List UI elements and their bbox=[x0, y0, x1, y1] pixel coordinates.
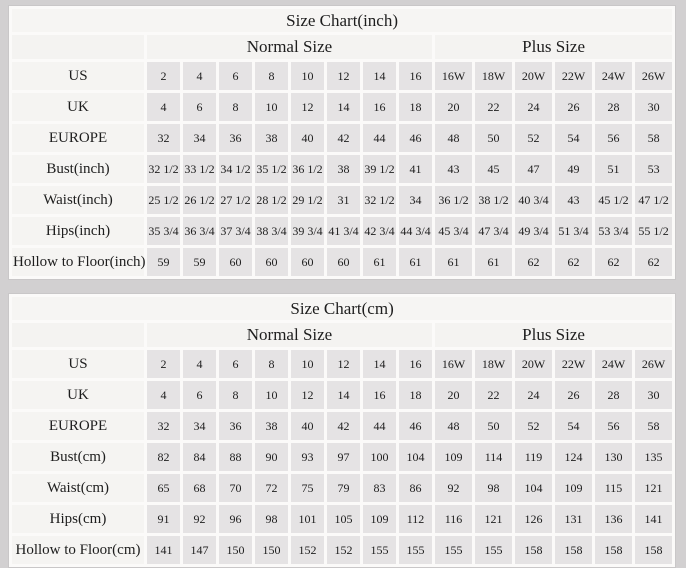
size-value-cell: 28 1/2 bbox=[255, 186, 288, 214]
row-label: Waist(cm) bbox=[12, 474, 144, 502]
size-value-cell: 38 3/4 bbox=[255, 217, 288, 245]
table-row bbox=[12, 62, 672, 90]
size-value-cell: 37 3/4 bbox=[219, 217, 252, 245]
size-value-cell: 44 bbox=[363, 124, 396, 152]
size-value-cell: 8 bbox=[219, 381, 252, 409]
size-value-cell: 41 bbox=[399, 155, 432, 183]
size-value-cell: 4 bbox=[147, 381, 180, 409]
size-value-cell: 56 bbox=[595, 412, 632, 440]
size-value-cell: 52 bbox=[515, 412, 552, 440]
row-label: US bbox=[12, 62, 144, 90]
size-value-cell: 24 bbox=[515, 93, 552, 121]
size-value-cell: 60 bbox=[327, 248, 360, 276]
size-value-cell: 53 bbox=[635, 155, 672, 183]
size-value-cell: 36 bbox=[219, 412, 252, 440]
size-value-cell: 116 bbox=[435, 505, 472, 533]
size-value-cell: 100 bbox=[363, 443, 396, 471]
size-value-cell: 55 1/2 bbox=[635, 217, 672, 245]
size-value-cell: 93 bbox=[291, 443, 324, 471]
size-value-cell: 8 bbox=[255, 62, 288, 90]
size-value-cell: 32 1/2 bbox=[363, 186, 396, 214]
size-value-cell: 126 bbox=[515, 505, 552, 533]
size-value-cell: 54 bbox=[555, 124, 592, 152]
table-title-row bbox=[12, 9, 672, 32]
size-value-cell: 105 bbox=[327, 505, 360, 533]
size-value-cell: 101 bbox=[291, 505, 324, 533]
size-value-cell: 45 bbox=[475, 155, 512, 183]
size-value-cell: 26 1/2 bbox=[183, 186, 216, 214]
size-value-cell: 42 3/4 bbox=[363, 217, 396, 245]
size-value-cell: 26 bbox=[555, 93, 592, 121]
size-value-cell: 104 bbox=[399, 443, 432, 471]
size-value-cell: 131 bbox=[555, 505, 592, 533]
size-value-cell: 158 bbox=[555, 536, 592, 564]
size-value-cell: 136 bbox=[595, 505, 632, 533]
size-value-cell: 34 bbox=[399, 186, 432, 214]
size-value-cell: 40 bbox=[291, 412, 324, 440]
size-value-cell: 158 bbox=[595, 536, 632, 564]
column-group-header-row bbox=[12, 35, 672, 59]
table-row bbox=[12, 93, 672, 121]
table-title: Size Chart(inch) bbox=[12, 9, 672, 32]
size-value-cell: 75 bbox=[291, 474, 324, 502]
size-value-cell: 4 bbox=[147, 93, 180, 121]
row-label: EUROPE bbox=[12, 124, 144, 152]
size-value-cell: 46 bbox=[399, 412, 432, 440]
size-value-cell: 61 bbox=[363, 248, 396, 276]
table-row bbox=[12, 474, 672, 502]
size-value-cell: 112 bbox=[399, 505, 432, 533]
size-value-cell: 150 bbox=[255, 536, 288, 564]
size-value-cell: 51 3/4 bbox=[555, 217, 592, 245]
size-value-cell: 18W bbox=[475, 62, 512, 90]
size-value-cell: 44 bbox=[363, 412, 396, 440]
size-value-cell: 6 bbox=[183, 381, 216, 409]
size-value-cell: 56 bbox=[595, 124, 632, 152]
size-value-cell: 35 1/2 bbox=[255, 155, 288, 183]
size-value-cell: 12 bbox=[327, 350, 360, 378]
size-value-cell: 48 bbox=[435, 412, 472, 440]
size-value-cell: 38 bbox=[255, 124, 288, 152]
row-label: Bust(cm) bbox=[12, 443, 144, 471]
size-value-cell: 52 bbox=[515, 124, 552, 152]
size-value-cell: 91 bbox=[147, 505, 180, 533]
table-row bbox=[12, 536, 672, 564]
size-value-cell: 155 bbox=[475, 536, 512, 564]
size-value-cell: 59 bbox=[183, 248, 216, 276]
size-value-cell: 2 bbox=[147, 62, 180, 90]
size-value-cell: 58 bbox=[635, 412, 672, 440]
table-row bbox=[12, 412, 672, 440]
size-value-cell: 49 3/4 bbox=[515, 217, 552, 245]
size-value-cell: 60 bbox=[255, 248, 288, 276]
size-value-cell: 20 bbox=[435, 381, 472, 409]
size-value-cell: 155 bbox=[363, 536, 396, 564]
size-value-cell: 25 1/2 bbox=[147, 186, 180, 214]
size-value-cell: 14 bbox=[327, 381, 360, 409]
size-value-cell: 36 1/2 bbox=[291, 155, 324, 183]
size-value-cell: 46 bbox=[399, 124, 432, 152]
size-value-cell: 41 3/4 bbox=[327, 217, 360, 245]
size-chart-table-inch bbox=[8, 5, 676, 280]
corner-cell bbox=[12, 323, 144, 347]
size-value-cell: 98 bbox=[255, 505, 288, 533]
size-value-cell: 68 bbox=[183, 474, 216, 502]
size-value-cell: 51 bbox=[595, 155, 632, 183]
size-value-cell: 62 bbox=[595, 248, 632, 276]
size-value-cell: 34 1/2 bbox=[219, 155, 252, 183]
size-value-cell: 42 bbox=[327, 412, 360, 440]
size-value-cell: 28 bbox=[595, 93, 632, 121]
size-value-cell: 98 bbox=[475, 474, 512, 502]
size-value-cell: 147 bbox=[183, 536, 216, 564]
size-value-cell: 12 bbox=[291, 381, 324, 409]
row-label: Bust(inch) bbox=[12, 155, 144, 183]
size-value-cell: 109 bbox=[555, 474, 592, 502]
corner-cell bbox=[12, 35, 144, 59]
size-value-cell: 124 bbox=[555, 443, 592, 471]
column-group-header: Plus Size bbox=[435, 35, 672, 59]
size-value-cell: 97 bbox=[327, 443, 360, 471]
size-value-cell: 50 bbox=[475, 412, 512, 440]
row-label: Waist(inch) bbox=[12, 186, 144, 214]
size-value-cell: 30 bbox=[635, 93, 672, 121]
size-value-cell: 24 bbox=[515, 381, 552, 409]
table-row bbox=[12, 248, 672, 276]
size-value-cell: 54 bbox=[555, 412, 592, 440]
size-value-cell: 10 bbox=[291, 350, 324, 378]
size-chart-table-cm bbox=[8, 293, 676, 568]
size-value-cell: 36 3/4 bbox=[183, 217, 216, 245]
size-value-cell: 152 bbox=[291, 536, 324, 564]
size-value-cell: 47 1/2 bbox=[635, 186, 672, 214]
size-value-cell: 45 3/4 bbox=[435, 217, 472, 245]
size-value-cell: 32 1/2 bbox=[147, 155, 180, 183]
row-label: EUROPE bbox=[12, 412, 144, 440]
size-value-cell: 84 bbox=[183, 443, 216, 471]
size-value-cell: 33 1/2 bbox=[183, 155, 216, 183]
table-row bbox=[12, 381, 672, 409]
size-value-cell: 4 bbox=[183, 350, 216, 378]
size-value-cell: 60 bbox=[219, 248, 252, 276]
size-value-cell: 39 3/4 bbox=[291, 217, 324, 245]
size-value-cell: 61 bbox=[475, 248, 512, 276]
size-value-cell: 82 bbox=[147, 443, 180, 471]
size-value-cell: 16W bbox=[435, 62, 472, 90]
size-value-cell: 26W bbox=[635, 62, 672, 90]
row-label: UK bbox=[12, 93, 144, 121]
size-value-cell: 90 bbox=[255, 443, 288, 471]
size-value-cell: 18 bbox=[399, 93, 432, 121]
row-label: Hips(inch) bbox=[12, 217, 144, 245]
size-value-cell: 32 bbox=[147, 412, 180, 440]
size-value-cell: 6 bbox=[219, 62, 252, 90]
size-value-cell: 24W bbox=[595, 350, 632, 378]
size-value-cell: 47 bbox=[515, 155, 552, 183]
size-value-cell: 20W bbox=[515, 62, 552, 90]
row-label: Hollow to Floor(inch) bbox=[12, 248, 144, 276]
column-group-header: Normal Size bbox=[147, 323, 432, 347]
size-value-cell: 158 bbox=[515, 536, 552, 564]
size-value-cell: 2 bbox=[147, 350, 180, 378]
column-group-header: Normal Size bbox=[147, 35, 432, 59]
row-label: Hollow to Floor(cm) bbox=[12, 536, 144, 564]
size-value-cell: 16 bbox=[363, 381, 396, 409]
size-value-cell: 34 bbox=[183, 412, 216, 440]
size-value-cell: 20 bbox=[435, 93, 472, 121]
size-value-cell: 14 bbox=[327, 93, 360, 121]
row-label: Hips(cm) bbox=[12, 505, 144, 533]
size-value-cell: 6 bbox=[219, 350, 252, 378]
size-value-cell: 121 bbox=[635, 474, 672, 502]
size-value-cell: 28 bbox=[595, 381, 632, 409]
size-value-cell: 16 bbox=[399, 62, 432, 90]
table-row bbox=[12, 155, 672, 183]
size-value-cell: 62 bbox=[555, 248, 592, 276]
size-value-cell: 70 bbox=[219, 474, 252, 502]
size-value-cell: 121 bbox=[475, 505, 512, 533]
size-value-cell: 72 bbox=[255, 474, 288, 502]
size-value-cell: 36 1/2 bbox=[435, 186, 472, 214]
table-row bbox=[12, 186, 672, 214]
size-value-cell: 135 bbox=[635, 443, 672, 471]
size-value-cell: 109 bbox=[435, 443, 472, 471]
size-value-cell: 62 bbox=[515, 248, 552, 276]
size-value-cell: 47 3/4 bbox=[475, 217, 512, 245]
size-value-cell: 22 bbox=[475, 381, 512, 409]
size-value-cell: 36 bbox=[219, 124, 252, 152]
table-row bbox=[12, 505, 672, 533]
size-value-cell: 26W bbox=[635, 350, 672, 378]
size-value-cell: 109 bbox=[363, 505, 396, 533]
size-value-cell: 104 bbox=[515, 474, 552, 502]
size-value-cell: 16 bbox=[363, 93, 396, 121]
size-value-cell: 96 bbox=[219, 505, 252, 533]
table-title: Size Chart(cm) bbox=[12, 297, 672, 320]
size-value-cell: 10 bbox=[255, 93, 288, 121]
size-value-cell: 20W bbox=[515, 350, 552, 378]
size-value-cell: 44 3/4 bbox=[399, 217, 432, 245]
size-value-cell: 22 bbox=[475, 93, 512, 121]
size-value-cell: 114 bbox=[475, 443, 512, 471]
size-value-cell: 141 bbox=[147, 536, 180, 564]
size-value-cell: 22W bbox=[555, 62, 592, 90]
size-value-cell: 38 1/2 bbox=[475, 186, 512, 214]
size-value-cell: 27 1/2 bbox=[219, 186, 252, 214]
size-value-cell: 6 bbox=[183, 93, 216, 121]
row-label: US bbox=[12, 350, 144, 378]
size-value-cell: 40 3/4 bbox=[515, 186, 552, 214]
size-value-cell: 34 bbox=[183, 124, 216, 152]
size-value-cell: 39 1/2 bbox=[363, 155, 396, 183]
size-value-cell: 30 bbox=[635, 381, 672, 409]
size-value-cell: 130 bbox=[595, 443, 632, 471]
size-value-cell: 61 bbox=[399, 248, 432, 276]
size-value-cell: 83 bbox=[363, 474, 396, 502]
size-value-cell: 50 bbox=[475, 124, 512, 152]
size-value-cell: 60 bbox=[291, 248, 324, 276]
size-value-cell: 141 bbox=[635, 505, 672, 533]
size-value-cell: 12 bbox=[291, 93, 324, 121]
size-value-cell: 22W bbox=[555, 350, 592, 378]
table-row bbox=[12, 443, 672, 471]
size-value-cell: 43 bbox=[555, 186, 592, 214]
size-value-cell: 79 bbox=[327, 474, 360, 502]
size-value-cell: 88 bbox=[219, 443, 252, 471]
size-value-cell: 155 bbox=[435, 536, 472, 564]
size-value-cell: 38 bbox=[255, 412, 288, 440]
size-value-cell: 43 bbox=[435, 155, 472, 183]
size-value-cell: 40 bbox=[291, 124, 324, 152]
table-row bbox=[12, 350, 672, 378]
size-value-cell: 38 bbox=[327, 155, 360, 183]
size-value-cell: 61 bbox=[435, 248, 472, 276]
size-value-cell: 86 bbox=[399, 474, 432, 502]
size-value-cell: 48 bbox=[435, 124, 472, 152]
size-value-cell: 35 3/4 bbox=[147, 217, 180, 245]
size-value-cell: 62 bbox=[635, 248, 672, 276]
size-value-cell: 115 bbox=[595, 474, 632, 502]
size-value-cell: 92 bbox=[435, 474, 472, 502]
size-value-cell: 10 bbox=[291, 62, 324, 90]
size-value-cell: 65 bbox=[147, 474, 180, 502]
table-row bbox=[12, 217, 672, 245]
table-title-row bbox=[12, 297, 672, 320]
size-value-cell: 58 bbox=[635, 124, 672, 152]
size-value-cell: 158 bbox=[635, 536, 672, 564]
size-value-cell: 31 bbox=[327, 186, 360, 214]
size-value-cell: 14 bbox=[363, 62, 396, 90]
size-value-cell: 14 bbox=[363, 350, 396, 378]
size-value-cell: 12 bbox=[327, 62, 360, 90]
size-value-cell: 49 bbox=[555, 155, 592, 183]
size-value-cell: 8 bbox=[255, 350, 288, 378]
size-value-cell: 45 1/2 bbox=[595, 186, 632, 214]
size-value-cell: 16W bbox=[435, 350, 472, 378]
size-value-cell: 92 bbox=[183, 505, 216, 533]
size-value-cell: 24W bbox=[595, 62, 632, 90]
size-value-cell: 152 bbox=[327, 536, 360, 564]
column-group-header: Plus Size bbox=[435, 323, 672, 347]
size-value-cell: 4 bbox=[183, 62, 216, 90]
size-value-cell: 26 bbox=[555, 381, 592, 409]
size-value-cell: 32 bbox=[147, 124, 180, 152]
table-row bbox=[12, 124, 672, 152]
size-value-cell: 16 bbox=[399, 350, 432, 378]
column-group-header-row bbox=[12, 323, 672, 347]
size-value-cell: 119 bbox=[515, 443, 552, 471]
size-value-cell: 29 1/2 bbox=[291, 186, 324, 214]
size-value-cell: 150 bbox=[219, 536, 252, 564]
row-label: UK bbox=[12, 381, 144, 409]
size-value-cell: 42 bbox=[327, 124, 360, 152]
size-value-cell: 53 3/4 bbox=[595, 217, 632, 245]
size-value-cell: 18W bbox=[475, 350, 512, 378]
size-value-cell: 155 bbox=[399, 536, 432, 564]
size-value-cell: 18 bbox=[399, 381, 432, 409]
size-value-cell: 8 bbox=[219, 93, 252, 121]
size-value-cell: 59 bbox=[147, 248, 180, 276]
size-value-cell: 10 bbox=[255, 381, 288, 409]
